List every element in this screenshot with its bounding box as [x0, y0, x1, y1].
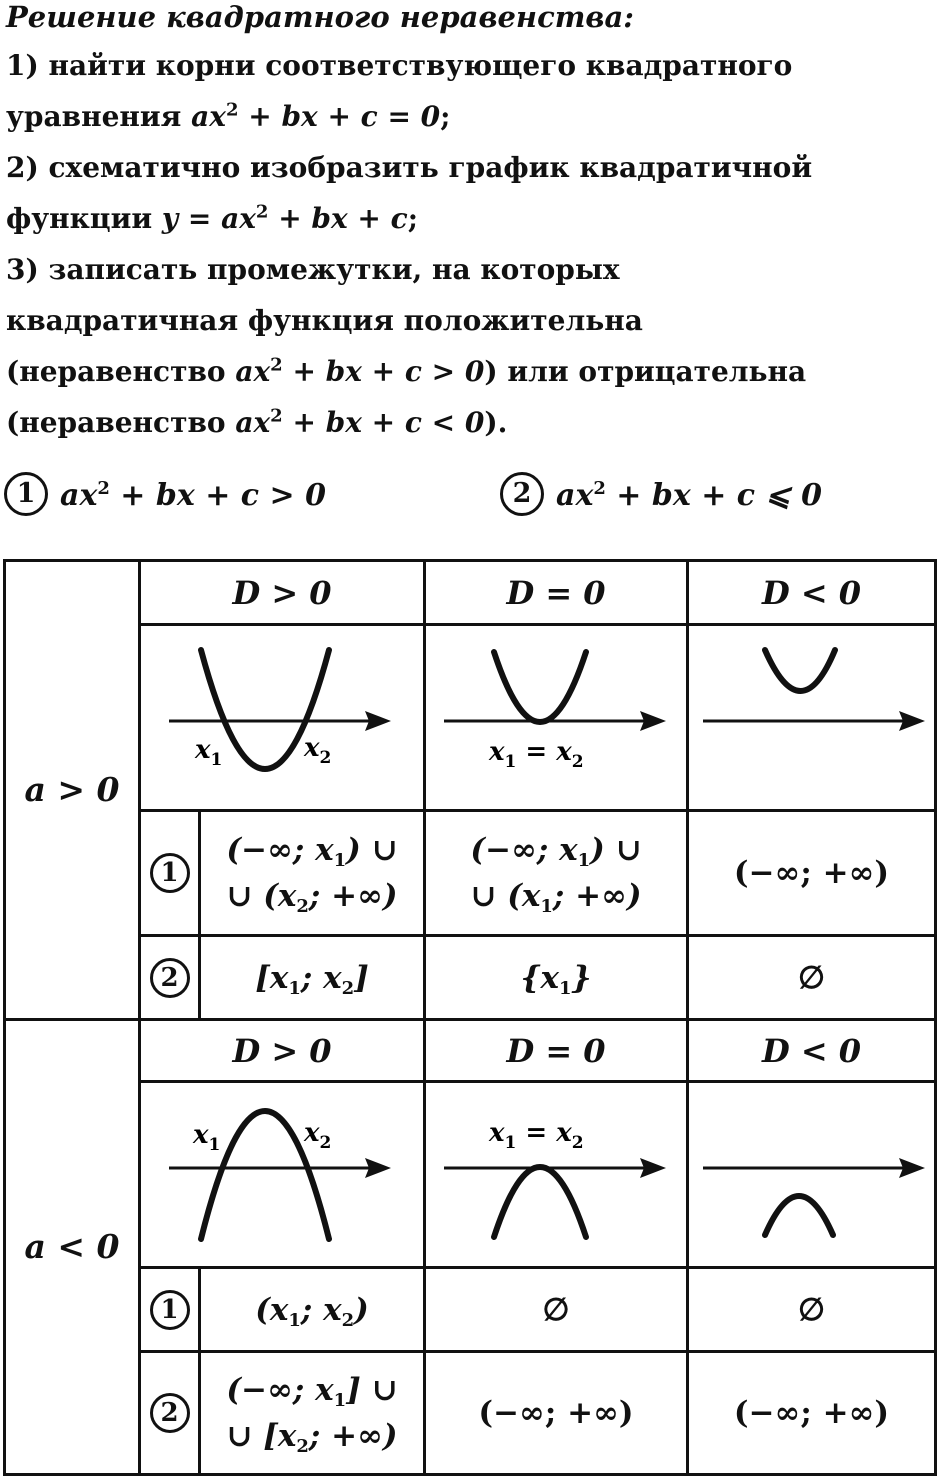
page-title: Решение квадратного неравенства:: [6, 0, 634, 34]
case-1-marker-top: 1: [141, 812, 198, 934]
step-1-equation: $ax^2$ + bx + c = 0: [191, 99, 441, 133]
root-x1-label: $x_1$: [195, 735, 223, 770]
header-d-negative-2: D < 0: [761, 1031, 862, 1070]
header-d-zero-2: D = 0: [506, 1031, 606, 1070]
intro-text: [6, 0, 936, 448]
step-2-prefix: функции: [6, 202, 162, 235]
answer-a-pos-d-neg-case1: (−∞; +∞): [733, 855, 890, 891]
answer-a-pos-d-pos-case2: [$x_1$; $x_2$]: [255, 959, 369, 999]
step-3-inequality-negative: $ax^2$ + bx + c < 0: [235, 405, 485, 439]
answer-a-neg-d-zero-case1: ∅: [542, 1291, 570, 1328]
header-d-positive: D > 0: [232, 573, 332, 612]
header-d-positive-2: D > 0: [232, 1031, 332, 1070]
answer-a-pos-d-zero-case1: (−∞; $x_1$) ∪ ∪ ($x_1$; +∞): [470, 832, 642, 917]
step-3-line-2: квадратичная функция положительна: [6, 304, 643, 337]
double-root-label: $x_1 = x_2$: [489, 737, 584, 772]
case-1-number: 1: [4, 472, 48, 516]
graph-down-one-root: [426, 1083, 686, 1266]
graph-down-two-roots: [141, 1083, 423, 1266]
table-border-right: [934, 559, 937, 1476]
answer-a-neg-d-neg-case1: ∅: [797, 1291, 825, 1328]
parabola-down: [494, 1167, 586, 1237]
row-label-a-positive: a > 0: [24, 770, 120, 809]
step-1-prefix: уравнения: [6, 100, 192, 133]
graph-up-no-roots: [689, 626, 934, 809]
case-2-marker-bottom: 2: [141, 1353, 198, 1473]
parabola-down: [765, 1196, 833, 1235]
step-2-function: $y = ax^2$ + bx + c: [161, 201, 408, 235]
case-2-marker-top: 2: [141, 937, 198, 1018]
case-1-marker-bottom: 1: [141, 1269, 198, 1350]
parabola-up: [765, 650, 835, 691]
answer-a-neg-d-pos-case1: ($x_1$; $x_2$): [255, 1291, 369, 1331]
answer-a-neg-d-zero-case2: (−∞; +∞): [478, 1395, 634, 1431]
answer-a-neg-d-neg-case2: (−∞; +∞): [733, 1395, 890, 1431]
graph-down-no-roots: [689, 1083, 934, 1266]
parabola-up: [494, 652, 586, 722]
step-2-line-1: 2) схематично изобразить график квадратичной: [6, 151, 813, 184]
step-1-line-2: уравнения $ax^2$ + bx + c = 0;: [6, 99, 451, 133]
case-2-legend: 2 $ax^2$ + bx + c ⩽ 0: [500, 470, 822, 522]
step-3-inequality-positive: $ax^2$ + bx + c > 0: [235, 354, 485, 388]
root-x2-label: $x_2$: [304, 1118, 332, 1153]
header-d-zero: D = 0: [506, 573, 606, 612]
step-1-line-1: 1) найти корни соответствующего квадратного: [6, 49, 793, 82]
row-label-a-negative: a < 0: [24, 1227, 120, 1266]
table-border-bottom: [3, 1473, 937, 1476]
answer-a-pos-d-zero-case2: $\{x_1\}$: [520, 959, 592, 999]
step-2-line-2: функции $y = ax^2$ + bx + c;: [6, 201, 419, 235]
graph-up-two-roots: [141, 626, 423, 809]
cases-legend: [4, 470, 934, 526]
answer-a-pos-d-neg-case2: ∅: [797, 959, 825, 996]
root-x2-label: $x_2$: [304, 733, 332, 768]
double-root-label: $x_1 = x_2$: [489, 1118, 584, 1153]
case-2-number: 2: [500, 472, 544, 516]
header-d-negative: D < 0: [761, 573, 862, 612]
step-3-line-1: 3) записать промежутки, на которых: [6, 253, 620, 286]
step-3-line-4: (неравенство $ax^2$ + bx + c < 0).: [6, 405, 508, 439]
case-1-legend: 1 $ax^2$ + bx + c > 0: [4, 470, 326, 522]
graph-up-one-root: [426, 626, 686, 809]
answer-a-neg-d-pos-case2: (−∞; $x_1$] ∪ ∪ [$x_2$; +∞): [226, 1372, 398, 1457]
root-x1-label: $x_1$: [193, 1120, 221, 1155]
step-3-line-3: (неравенство $ax^2$ + bx + c > 0) или отрицательна: [6, 354, 807, 388]
answer-a-pos-d-pos-case1: (−∞; $x_1$) ∪ ∪ ($x_2$; +∞): [226, 832, 398, 917]
